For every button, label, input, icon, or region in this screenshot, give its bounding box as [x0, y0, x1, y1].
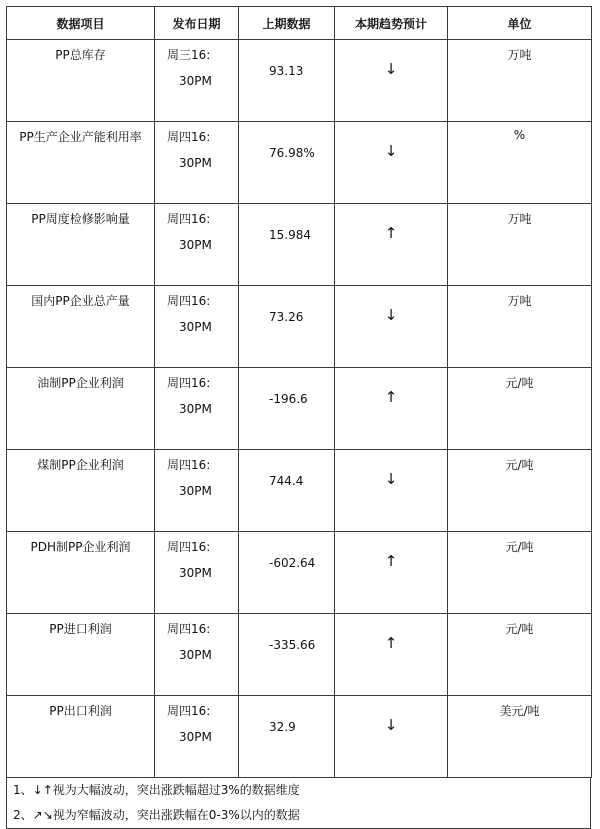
date-line-1: 周四16:: [167, 130, 211, 144]
table-row: [7, 696, 592, 778]
unit: 元/吨: [448, 614, 592, 696]
note-line: 2、↗↘视为窄幅波动，突出涨跌幅在0-3%以内的数据: [13, 808, 300, 822]
item-name: PP周度检修影响量: [7, 204, 155, 286]
trend-arrow-icon: ↑: [335, 532, 448, 614]
publish-date: [155, 122, 239, 204]
date-line-1: 周四16:: [167, 540, 211, 554]
date-line-2: 30PM: [179, 238, 212, 252]
table-row: [7, 122, 592, 204]
date-line-2: 30PM: [179, 566, 212, 580]
trend-arrow-icon: ↓: [335, 696, 448, 778]
date-line-2: 30PM: [179, 648, 212, 662]
item-name: PP总库存: [7, 40, 155, 122]
header-date: 发布日期: [155, 7, 239, 40]
date-line-1: 周四16:: [167, 622, 211, 636]
previous-value: -602.64: [239, 532, 335, 614]
publish-date: [155, 204, 239, 286]
header-row: [7, 7, 592, 40]
note-line: 1、↓↑视为大幅波动，突出涨跌幅超过3%的数据维度: [13, 783, 300, 797]
date-line-1: 周三16:: [167, 48, 211, 62]
previous-value: 73.26: [239, 286, 335, 368]
date-line-2: 30PM: [179, 156, 212, 170]
date-line-1: 周四16:: [167, 376, 211, 390]
table-row: [7, 368, 592, 450]
publish-date: [155, 532, 239, 614]
report-container: [6, 6, 591, 829]
previous-value: 15.984: [239, 204, 335, 286]
trend-arrow-icon: ↓: [335, 122, 448, 204]
item-name: 国内PP企业总产量: [7, 286, 155, 368]
previous-value: 76.98%: [239, 122, 335, 204]
date-line-2: 30PM: [179, 320, 212, 334]
publish-date: [155, 696, 239, 778]
trend-arrow-icon: ↑: [335, 614, 448, 696]
unit: 美元/吨: [448, 696, 592, 778]
trend-arrow-icon: ↑: [335, 368, 448, 450]
date-line-2: 30PM: [179, 74, 212, 88]
trend-arrow-icon: ↓: [335, 286, 448, 368]
trend-arrow-icon: ↓: [335, 450, 448, 532]
trend-arrow-icon: ↑: [335, 204, 448, 286]
header-item: 数据项目: [7, 7, 155, 40]
previous-value: -196.6: [239, 368, 335, 450]
data-table: [6, 6, 592, 778]
table-row: [7, 286, 592, 368]
item-name: 油制PP企业利润: [7, 368, 155, 450]
date-line-1: 周四16:: [167, 212, 211, 226]
header-trend: 本期趋势预计: [335, 7, 448, 40]
header-previous-value: 上期数据: [239, 7, 335, 40]
item-name: 煤制PP企业利润: [7, 450, 155, 532]
table-row: [7, 614, 592, 696]
publish-date: [155, 40, 239, 122]
unit: 万吨: [448, 204, 592, 286]
date-line-1: 周四16:: [167, 458, 211, 472]
date-line-1: 周四16:: [167, 704, 211, 718]
table-row: [7, 204, 592, 286]
previous-value: 32.9: [239, 696, 335, 778]
header-unit: 单位: [448, 7, 592, 40]
date-line-2: 30PM: [179, 730, 212, 744]
unit: 元/吨: [448, 368, 592, 450]
unit: 元/吨: [448, 532, 592, 614]
publish-date: [155, 368, 239, 450]
item-name: PDH制PP企业利润: [7, 532, 155, 614]
item-name: PP出口利润: [7, 696, 155, 778]
unit: 万吨: [448, 286, 592, 368]
table-row: [7, 450, 592, 532]
publish-date: [155, 614, 239, 696]
date-line-2: 30PM: [179, 484, 212, 498]
notes-box: [6, 778, 591, 829]
previous-value: 744.4: [239, 450, 335, 532]
unit: %: [448, 122, 592, 204]
table-row: [7, 40, 592, 122]
item-name: PP生产企业产能利用率: [7, 122, 155, 204]
date-line-2: 30PM: [179, 402, 212, 416]
previous-value: -335.66: [239, 614, 335, 696]
trend-arrow-icon: ↓: [335, 40, 448, 122]
publish-date: [155, 450, 239, 532]
publish-date: [155, 286, 239, 368]
unit: 万吨: [448, 40, 592, 122]
date-line-1: 周四16:: [167, 294, 211, 308]
table-row: [7, 532, 592, 614]
unit: 元/吨: [448, 450, 592, 532]
previous-value: 93.13: [239, 40, 335, 122]
item-name: PP进口利润: [7, 614, 155, 696]
